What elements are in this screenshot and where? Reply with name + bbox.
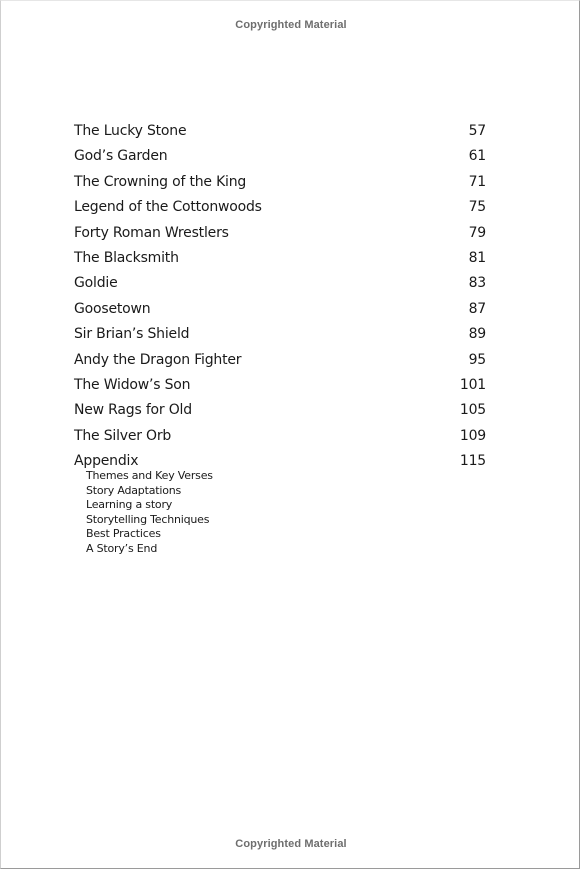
appendix-item[interactable]: Storytelling Techniques (86, 512, 210, 526)
toc-entry-title: The Crowning of the King (74, 173, 247, 190)
toc-entry[interactable] (74, 144, 486, 169)
toc-entry-title: Goldie (74, 275, 118, 292)
toc-entry-title: Andy the Dragon Fighter (74, 351, 242, 368)
toc-entry[interactable] (74, 195, 486, 220)
copyright-footer: Copyrighted Material (235, 838, 347, 850)
toc-entry[interactable] (74, 221, 486, 246)
toc-entry[interactable] (74, 119, 486, 144)
toc-entry-page: 105 (459, 402, 486, 419)
toc-entry[interactable] (74, 297, 486, 322)
toc-entry-page: 57 (468, 123, 486, 139)
appendix-item[interactable]: Themes and Key Verses (86, 469, 213, 482)
toc-entry[interactable] (74, 271, 486, 296)
toc-entry-page: 95 (468, 351, 486, 368)
toc-entry-title: New Rags for Old (74, 402, 192, 419)
toc-entry-title: The Lucky Stone (74, 123, 187, 139)
toc-entry-title: Legend of the Cottonwoods (74, 199, 262, 216)
toc-entry[interactable] (74, 373, 486, 398)
appendix-item[interactable]: Story Adaptations (86, 483, 182, 497)
toc-entry-title: Appendix (74, 453, 139, 470)
appendix-item[interactable]: Best Practices (86, 527, 161, 540)
appendix-item[interactable]: Learning a story (86, 498, 173, 511)
table-of-contents (74, 119, 486, 474)
copyright-header: Copyrighted Material (235, 19, 347, 31)
toc-entry-title: God’s Garden (74, 148, 168, 165)
toc-entry[interactable] (74, 398, 486, 423)
appendix-sublist (86, 469, 213, 556)
toc-entry-page: 79 (468, 224, 486, 241)
toc-entry[interactable] (74, 348, 486, 373)
appendix-item[interactable]: A Story’s End (86, 541, 158, 555)
toc-entry-page: 81 (468, 249, 486, 266)
toc-entry-page: 83 (468, 275, 486, 292)
toc-entry-title: The Silver Orb (74, 427, 172, 444)
toc-entry[interactable] (74, 424, 486, 449)
toc-entry-page: 61 (468, 148, 486, 165)
toc-entry-page: 71 (468, 173, 486, 190)
toc-entry-page: 75 (468, 199, 486, 216)
toc-entry-page: 115 (459, 453, 486, 470)
toc-entry-title: The Blacksmith (74, 249, 179, 266)
toc-entry-page: 89 (468, 326, 486, 343)
toc-entry-page: 109 (459, 427, 486, 444)
toc-entry-page: 87 (468, 300, 486, 317)
toc-entry-title: Forty Roman Wrestlers (74, 224, 229, 241)
toc-entry[interactable] (74, 322, 486, 347)
toc-entry-page: 101 (459, 376, 486, 393)
toc-entry-title: The Widow’s Son (74, 376, 191, 393)
toc-entry-title: Sir Brian’s Shield (74, 326, 190, 343)
toc-entry[interactable] (74, 170, 486, 195)
toc-entry-title: Goosetown (74, 300, 151, 317)
toc-entry[interactable] (74, 246, 486, 271)
